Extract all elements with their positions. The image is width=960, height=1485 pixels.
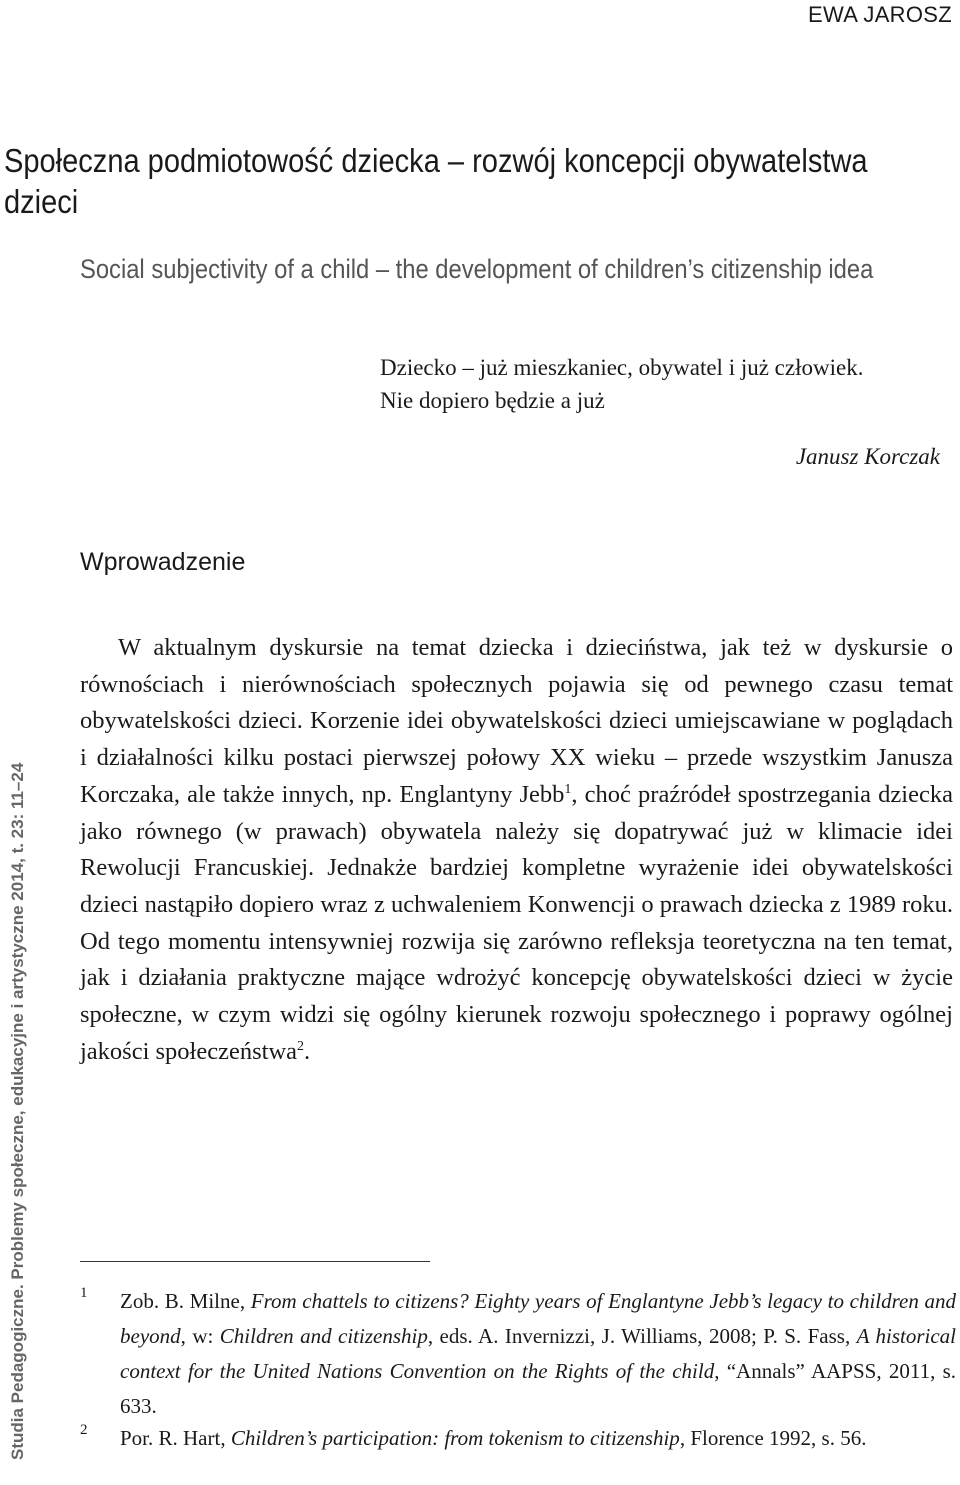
epigraph-author: Janusz Korczak bbox=[795, 444, 940, 469]
footnote-ref-1[interactable]: 1 bbox=[564, 781, 572, 797]
cited-title: Children and citizenship bbox=[219, 1324, 428, 1348]
epigraph-line-2: Nie dopiero będzie a już bbox=[380, 388, 605, 413]
epigraph bbox=[380, 351, 950, 473]
cited-title: Children’s participation: from tokenism to citizenship bbox=[230, 1426, 680, 1450]
running-header-author: EWA JAROSZ bbox=[808, 2, 952, 27]
footnote-ref-2[interactable]: 2 bbox=[297, 1038, 305, 1054]
body-paragraph bbox=[80, 630, 953, 1070]
footnote-divider bbox=[80, 1261, 430, 1262]
footnote-text: Zob. B. Milne, From chattels to citizens? Eighty years of Englantyne Jebb’s legacy to children and beyond, w: Children and citizenship, eds. A. Invernizzi, J. Williams, 2008; P. S. Fass, A historical context for the United Nations Convention on the Rights of the child, “Annals” AAPSS, 2011, s. 633. bbox=[120, 1289, 957, 1418]
body-text-part-1: W aktualnym dyskursie na temat dziecka i dzieciństwa, jak też w dyskursie o równościach i nierównościach społecznych pojawia się od pewnego czasu temat obywatelskości dzieci. Korzenie idei obywatelskości dzieci umiejscawiane w poglądach i działalności kilku postaci pierwszej połowy XX wieku – przede wszystkim Janusza Korczaka, ale także innych, np. Englantyny Jebb bbox=[80, 634, 953, 808]
footnote-1 bbox=[80, 1284, 956, 1424]
section-heading: Wprowadzenie bbox=[80, 548, 246, 576]
cited-title: From chattels to citizens? Eighty years of Englantyne Jebb’s legacy to children and beyond bbox=[120, 1289, 956, 1348]
article-title-english: Social subjectivity of a child – the development of children’s citizenship idea bbox=[80, 254, 874, 284]
epigraph-line-1: Dziecko – już mieszkaniec, obywatel i już człowiek. bbox=[380, 355, 864, 380]
cited-title: A historical context for the United Nations Convention on the Rights of the child bbox=[120, 1324, 957, 1383]
footnote-text: Por. R. Hart, Children’s participation: from tokenism to citizenship, Florence 1992, s. 56. bbox=[120, 1426, 867, 1450]
body-text-part-3: . bbox=[304, 1037, 311, 1065]
body-text-part-2: , choć praźródeł spostrzegania dziecka jako równego (w prawach) obywatela należy się dopatrywać już w klimacie idei Rewolucji Francuskiej. Jednakże bardziej kompletne wyrażenie idei obywatelskości dzieci nastąpiło dopiero wraz z uchwaleniem Konwencji o prawach dziecka z 1989 roku. Od tego momentu intensywniej rozwija się zarówno refleksja teoretyczna na ten temat, jak i działania praktyczne mające wdrożyć koncepcję obywatelskości dzieci w życie społeczne, w czym widzi się ogólny kierunek rozwoju społecznego i poprawy ogólnej jakości społeczeństwa bbox=[80, 780, 953, 1065]
footnote-number: 1 bbox=[80, 1285, 88, 1301]
footnote-number: 2 bbox=[80, 1422, 88, 1438]
footnote-2 bbox=[80, 1421, 956, 1456]
article-title-polish: Społeczna podmiotowość dziecka – rozwój koncepcji obywatelstwa dzieci bbox=[4, 142, 868, 220]
journal-sidebar: Studia Pedagogiczne. Problemy społeczne, edukacyjne i artystyczne 2014, t. 23: 11–24 bbox=[8, 762, 27, 1460]
